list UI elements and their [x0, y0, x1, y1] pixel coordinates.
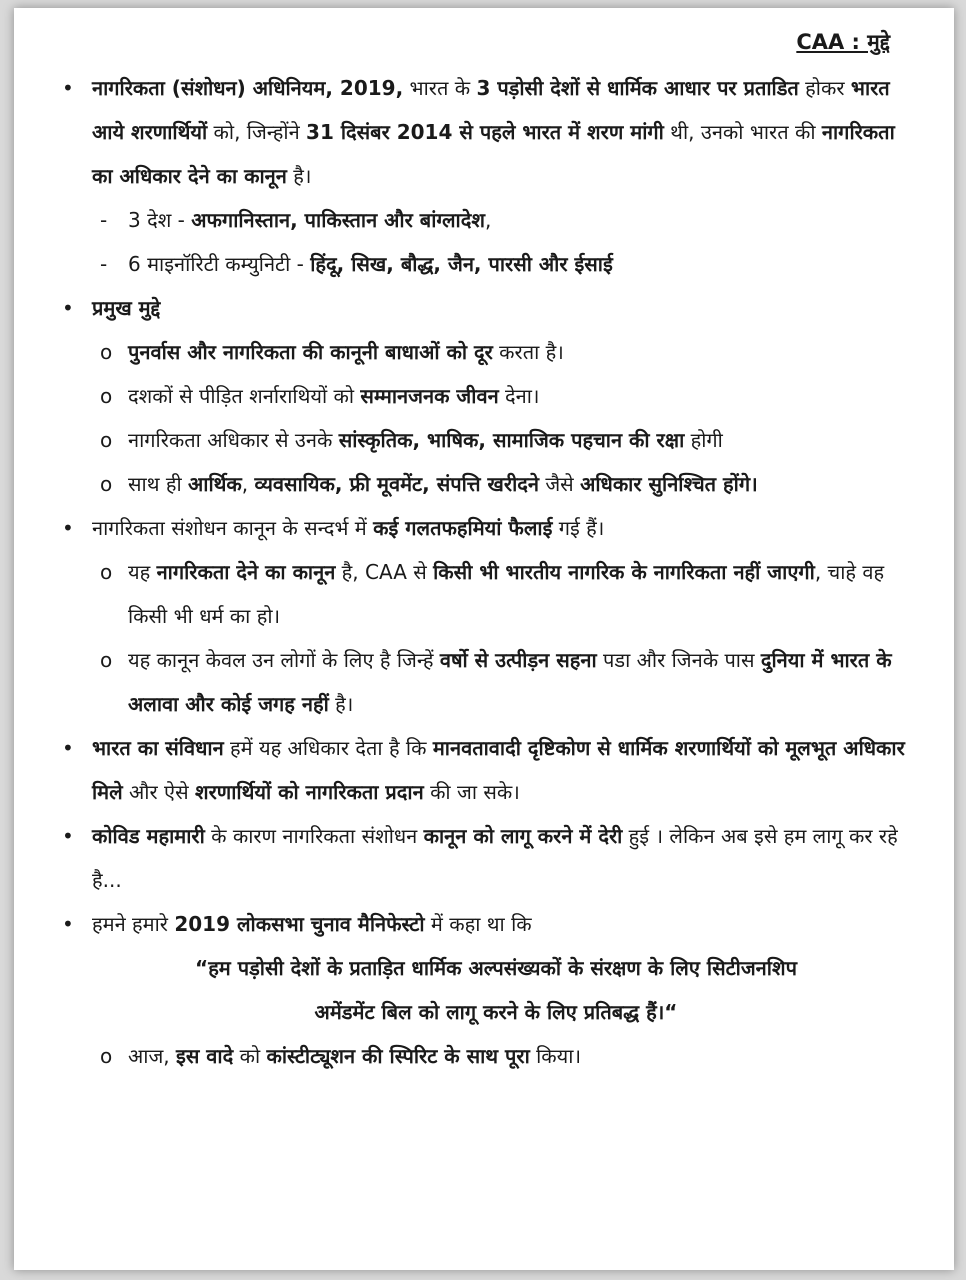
circle-bullet-icon: o — [100, 648, 113, 672]
list-item: • हमने हमारे 2019 लोकसभा चुनाव मैनिफेस्टो में कहा था कि — [58, 902, 910, 946]
dash-icon: - — [100, 208, 108, 232]
list-item: • नागरिकता (संशोधन) अधिनियम, 2019, भारत के 3 पड़ोसी देशों से धार्मिक आधार पर प्रताडित होकर भारत आये शरणार्थियों को, जिन्होंने 31 दिसंबर 2014 से पहले भारत में शरण मांगी थी, उनको भारत की नागरिकता का अधिकार देने का कानून है। — [58, 66, 910, 198]
circle-bullet-icon: o — [100, 340, 113, 364]
document-body — [58, 66, 910, 1078]
bullet-icon: • — [62, 912, 74, 936]
section-heading: प्रमुख मुद्दे — [92, 296, 161, 320]
page-title: CAA : मुद्दे — [796, 30, 890, 54]
bullet-icon: • — [62, 736, 74, 760]
bullet-icon: • — [62, 76, 74, 100]
list-item — [58, 286, 910, 330]
list-item: • भारत का संविधान हमें यह अधिकार देता है कि मानवतावादी दृष्टिकोण से धार्मिक शरणार्थियों को मूलभूत अधिकार मिले और ऐसे शरणार्थियों को नागरिकता प्रदान की जा सके। — [58, 726, 910, 814]
bullet-icon: • — [62, 824, 74, 848]
list-item: - 6 माइनॉरिटी कम्युनिटी - हिंदू, सिख, बौद्ध, जैन, पारसी और ईसाई — [58, 242, 910, 286]
list-item: - 3 देश - अफगानिस्तान, पाकिस्तान और बांग्लादेश, — [58, 198, 910, 242]
bullet-icon: • — [62, 516, 74, 540]
circle-bullet-icon: o — [100, 428, 113, 452]
list-item: o नागरिकता अधिकार से उनके सांस्कृतिक, भाषिक, सामाजिक पहचान की रक्षा होगी — [58, 418, 910, 462]
list-item: o दशकों से पीड़ित शर्नाराथियों को सम्मानजनक जीवन देना। — [58, 374, 910, 418]
circle-bullet-icon: o — [100, 560, 113, 584]
list-item: • कोविड महामारी के कारण नागरिकता संशोधन कानून को लागू करने में देरी हुई । लेकिन अब इसे हम लागू कर रहे है... — [58, 814, 910, 902]
quote-line: “हम पड़ोसी देशों के प्रताड़ित धार्मिक अल्पसंख्यकों के संरक्षण के लिए सिटीजनशिप — [195, 956, 797, 980]
document-page — [14, 8, 954, 1270]
list-item: o यह कानून केवल उन लोगों के लिए है जिन्हें वर्षो से उत्पीड़न सहना पडा और जिनके पास दुनिया में भारत के अलावा और कोई जगह नहीं है। — [58, 638, 910, 726]
list-item: o पुनर्वास और नागरिकता की कानूनी बाधाओं को दूर करता है। — [58, 330, 910, 374]
circle-bullet-icon: o — [100, 384, 113, 408]
list-item: o आज, इस वादे को कांस्टीट्यूशन की स्पिरिट के साथ पूरा किया। — [58, 1034, 910, 1078]
list-item: • नागरिकता संशोधन कानून के सन्दर्भ में कई गलतफहमियां फैलाई गई हैं। — [58, 506, 910, 550]
manifesto-quote — [58, 946, 910, 1034]
quote-line: अमेंडमेंट बिल को लागू करने के लिए प्रतिबद्ध हैं।“ — [314, 1000, 678, 1024]
bullet-icon: • — [62, 296, 74, 320]
circle-bullet-icon: o — [100, 1044, 113, 1068]
list-item: o यह नागरिकता देने का कानून है, CAA से किसी भी भारतीय नागरिक के नागरिकता नहीं जाएगी, चाहे वह किसी भी धर्म का हो। — [58, 550, 910, 638]
list-item: o साथ ही आर्थिक, व्यवसायिक, फ्री मूवमेंट, संपत्ति खरीदने जैसे अधिकार सुनिश्चित होंगे। — [58, 462, 910, 506]
dash-icon: - — [100, 252, 108, 276]
circle-bullet-icon: o — [100, 472, 113, 496]
